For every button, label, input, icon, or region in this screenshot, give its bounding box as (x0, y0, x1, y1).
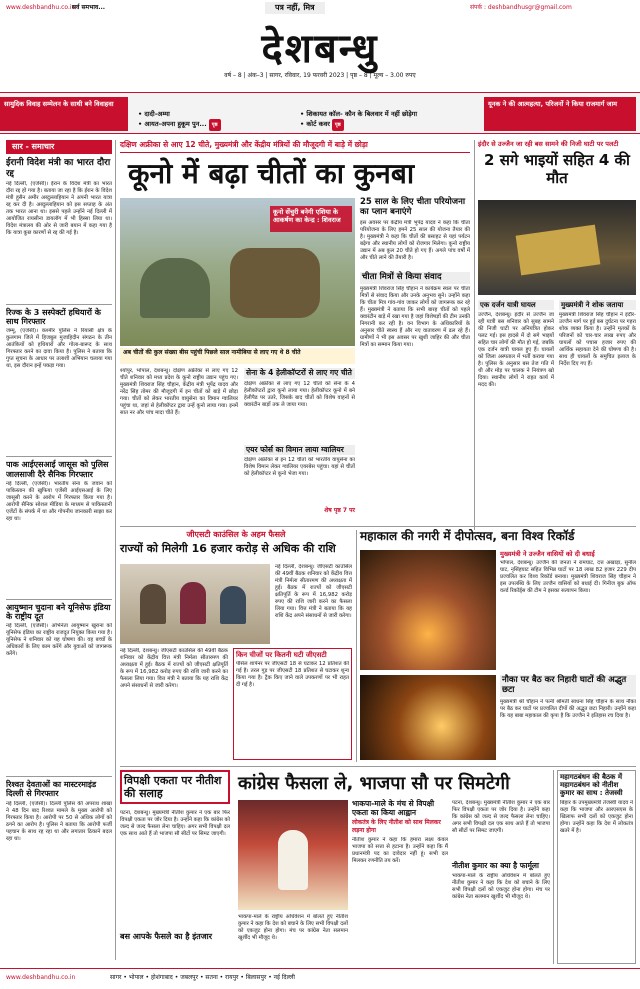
airforce-headline: एयर फोर्स का विमान लाया ग्वालियर (244, 445, 355, 456)
ticker-item-text: • शिकायत कॉल- कौन के बिलवार में नहीं छोड़ेगा • कोर्ट कवर (300, 110, 418, 128)
side-body: इस अवसर पर केंद्रीय मंत्री भूपेंद्र यादव ने कहा कि चीता परियोजना के लिए हमने 25 साल की योजना तैयार की है। मुख्यमंत्री ने कहा कि चीतों की बसाहट से यहां पर्यटन बढ़ेगा और स्थानीय लोगों को रोजगार मिलेगा। कूनो राष्ट्रीय उद्यान में अब कुल 20 चीते हो गए हैं। अगले पांच वर्षों में और चीते लाने की तैयारी है। (360, 219, 470, 261)
footer-url[interactable]: www.deshbandhu.co.in (6, 974, 76, 981)
brief-body: नई दिल्ली, (एजेंसी)। दिल्ली पुलिस की अपराध शाखा ने 48 दिन बाद रिश्वत मामले के मुख्य आरोपी को गिरफ्तार किया है। आरोपी पर 50 से अधिक लोगों को ठगने का आरोप है। पुलिस ने बताया कि आरोपी फर्जी पहचान के साथ रह रहा था और लगातार ठिकाने बदल रहा था। (6, 800, 112, 842)
ticker-item[interactable] (296, 97, 476, 131)
sub-body: मुख्यमंत्री शिवराज सिंह चौहान ने कार्यक्रम स्थल पर चीता मित्रों से संवाद किया और उनके अनुभव सुने। उन्होंने कहा कि चीता मित्र गांव-गांव जाकर लोगों को जागरूक कर रहे हैं। मुख्यमंत्री ने बताया कि सभी बारह चीतों को पहले क्वारंटीन बाड़े में रखा गया है जहां विशेषज्ञों की टीम उनकी निगरानी कर रही है। वन विभाग के अधिकारियों के अनुसार चीते स्वस्थ हैं और नए वातावरण में ढल रहे हैं। ग्रामीणों ने भी इस अवसर पर खुशी जाहिर की और चीता मित्रों का सम्मान किया गया। (360, 285, 470, 348)
gst-box-headline: किन चीजों पर कितनी घटी जीएसटी (236, 651, 327, 659)
ticker-item-text: सामुदिक विवाह सम्मेलन के साथी बने विवाहवा (4, 100, 114, 108)
right-kicker: इंदौर से उज्जैन जा रही बस सामने की निजी घाटी पर पलटी (478, 140, 619, 148)
dateline: वर्ष – 8 | अंक–3 | सागर, रविवार, 19 फरवरी 2023 | पृष्ठ – 8 | मूल्य – 3.00 रुपए (224, 72, 416, 79)
story-block (478, 300, 554, 522)
gst-body: नई दिल्ली, देशबन्धु। जीएसटी काउंसिल की 49वीं बैठक शनिवार को केंद्रीय वित्त मंत्री निर्मला सीतारमण की अध्यक्षता में हुई। बैठक में राज्यों को जीएसटी क्षतिपूर्ति के रूप में 16,982 करोड़ रुपए की राशि जारी करने का फैसला लिया गया। वित्त मंत्री ने बताया कि यह राशि केंद्र अपने संसाधनों से जारी करेगा। (275, 564, 352, 619)
sub-story[interactable] (360, 272, 470, 511)
ujjain-story[interactable] (360, 530, 636, 762)
story-block (559, 300, 636, 522)
lead-body-block (120, 368, 238, 508)
photo-subcaption: अब चीतों की कुल संख्या बीस पहुंची पिछले साल नामीबिया से लाए गए थे 8 चीते (120, 348, 355, 364)
ticker-item[interactable] (484, 97, 636, 131)
site-url[interactable]: www.deshbandhu.co.in (6, 4, 76, 11)
ticker-item-text: यूनक ने की आत्महत्या, परिजनों ने किया राजमार्ग जाम (488, 100, 618, 108)
bottom-body-2: भाकपा-माले के राष्ट्रीय अधिवेशन में बोलते हुए नीतीश कुमार ने कहा कि देश को बचाने के लिए सभी विपक्षी दलों को एकजुट होना होगा। मंच पर कांग्रेस नेता सलमान खुर्शीद भी मौजूद थे। (238, 914, 348, 941)
mid-headline: भाकपा-माले के मंच से विपक्षी एकता का किया आह्वान (352, 799, 435, 817)
accident-photo (478, 200, 636, 295)
ujjain-side-headline: नौका पर बैठ कर निहारी घाटों की अद्भुत छटा (500, 675, 636, 697)
gst-kicker: जीएसटी काउंसिल के अहम फैसले (186, 530, 286, 539)
lead-body: श्योपुर, भोपाल, देशबन्धु। दक्षिण अफ्रीका से लाए गए 12 चीते शनिवार को मध्य प्रदेश के कूनो राष्ट्रीय उद्यान पहुंच गए। मुख्यमंत्री शिवराज सिंह चौहान, केंद्रीय मंत्री भूपेंद्र यादव और नरेंद्र सिंह तोमर की मौजूदगी में इन चीतों को बाड़े में छोड़ा गया। चीतों को लेकर भारतीय वायुसेना का विमान ग्वालियर पहुंचा था, जहां से हेलीकॉप्टर द्वारा उन्हें कूनो लाया गया। इनमें सात नर और पांच मादा चीते हैं। (120, 368, 238, 416)
gst-body-cont: नई दिल्ली, देशबन्धु। जीएसटी काउंसिल की 49वीं बैठक शनिवार को केंद्रीय वित्त मंत्री निर्मला सीतारमण की अध्यक्षता में हुई। बैठक में राज्यों को जीएसटी क्षतिपूर्ति के रूप में 16,982 करोड़ रुपए की राशि जारी करने का फैसला लिया गया। वित्त मंत्री ने बताया कि यह राशि केंद्र अपने संसाधनों से जारी करेगा। (120, 648, 228, 689)
bottom-body-1: पटना, देशबन्धु। मुख्यमंत्री नीतीश कुमार ने एक बार फिर विपक्षी एकता पर जोर दिया है। उन्होंने कहा कि कांग्रेस को जल्द से जल्द फैसला लेना चाहिए। अगर सभी विपक्षी दल एक साथ आते हैं तो भाजपा सौ सीटों पर सिमट जाएगी। (120, 810, 230, 837)
bottom-body-3: नीतीश कुमार ने कहा कि हमारा लक्ष्य केवल भाजपा को सत्ता से हटाना है। उन्होंने कहा कि मैं प्रधानमंत्री पद का दावेदार नहीं हूं। सभी दल मिलकर रणनीति तय करें। (352, 836, 448, 864)
brief-headline: ईरानी विदेश मंत्री का भारत दौरा रद्द (6, 158, 111, 179)
top-bar (0, 0, 640, 28)
brief-story[interactable] (6, 158, 112, 301)
lead-headline: कूनो में बढ़ा चीतों का कुनबा (128, 156, 415, 190)
section-title: सार - समाचार (6, 140, 112, 154)
ujjain-side-body: मुख्यमंत्री श्री चौहान ने पत्नी श्रीमती साधना सिंह चौहान के साथ नौका पर बैठ कर घाटों पर प्रज्वलित दीपों की अद्भुत छटा निहारी। उन्होंने कहा कि यह बाबा महाकाल की कृपा है कि उज्जैन ने इतिहास रच दिया है। (500, 698, 636, 719)
ticker-strip (0, 92, 640, 134)
gst-box (233, 648, 352, 760)
heli-story[interactable] (244, 368, 355, 515)
brief-headline: रिज्क के 3 सस्पेक्टों हथियारों के साथ गिरफ्तार (6, 308, 101, 327)
mid-block (352, 800, 448, 955)
tejashwi-body: बिहार के उपमुख्यमंत्री तेजस्वी यादव ने कहा कि भाजपा और आरएसएस के खिलाफ सभी दलों को एकजुट होना होगा। उन्होंने कहा कि देश में लोकतंत्र खतरे में है। (560, 800, 633, 835)
airforce-body: दक्षिण अफ्रीका से इन 12 चीतों को भारतीय वायुसेना का विशेष विमान लेकर ग्वालियर एयरबेस पहुंचा। यहां से चीतों को हेलीकॉप्टर से कूनो भेजा गया। (244, 457, 355, 478)
tagline-center: पत्र नहीं, मित्र (265, 2, 325, 14)
lead-kicker: दक्षिण अफ्रीका से आए 12 चीते, मुख्यमंत्री और केंद्रीय मंत्रियों की मौजूदगी में बाड़े में छोड़ा (120, 140, 470, 153)
ujjain-body: भोपाल, देशबन्धु। उज्जैन की जनता ने रामघाट, दत्त अखाड़ा, सुनील घाट, नृसिंहघाट सहित विभिन्न घाटों पर 18 लाख 82 हजार 229 दीप प्रज्वलित कर विश्व रिकॉर्ड बनाया। मुख्यमंत्री शिवराज सिंह चौहान ने इस उपलब्धि के लिए उज्जैन वासियों को बधाई दी। गिनीज बुक ऑफ वर्ल्ड रिकॉर्ड्स की टीम ने इसका सत्यापन किया। (500, 560, 636, 595)
sub-body: उज्जैन, देशबन्धु। इंदौर से उज्जैन जा रही यात्री बस शनिवार को सुबह सामने की निजी घाटी पर अनियंत्रित होकर पलट गई। इस हादसे में दो सगे भाइयों सहित चार लोगों की मौत हो गई, जबकि एक दर्जन यात्री घायल हुए हैं। घायलों को जिला अस्पताल में भर्ती कराया गया है। पुलिस के अनुसार बस तेज गति में थी और मोड़ पर चालक ने नियंत्रण खो दिया। स्थानीय लोगों ने राहत कार्य में मदद की। (478, 312, 554, 389)
right-story[interactable] (478, 140, 636, 528)
ticker-item[interactable] (134, 97, 289, 131)
brief-story[interactable] (6, 304, 112, 453)
nitish-story[interactable] (120, 770, 550, 964)
ticker-item[interactable] (0, 97, 128, 131)
photo-caption: कूनो सेंचुरी बनेगी एशिया के आकर्षण का केन्द्र : शिवराज (270, 206, 352, 232)
tejashwi-headline: महागठबंधन की बैठक में महागठबंधन को नीतीश कुमार का साथ : तेजस्वी (560, 773, 623, 798)
sub-headline: मुख्यमंत्री ने शोक जताया (559, 300, 636, 310)
continued-link[interactable]: शेष पृष्ठ 7 पर (324, 507, 355, 515)
right-headline: 2 सगे भाइयों सहित 4 की मौत (484, 151, 630, 187)
ujjain-kicker: मुख्यमंत्री ने उज्जैन वासियों को दी बधाई (500, 550, 595, 558)
gst-box-body: पेंसिल शार्पनर पर जीएसटी 18 से घटाकर 12 प्रतिशत की गई है। तरल गुड़ पर जीएसटी 18 प्रतिशत से घटाकर शून्य किया गया है। ट्रैक किए जाने वाले उपकरणों पर भी राहत दी गई है। (236, 661, 349, 689)
nitish-kicker: विपक्षी एकता पर नीतीश की सलाह (120, 770, 230, 804)
page-badge: पृष्ठ (209, 119, 221, 131)
brief-body: जम्मू, (एजेंसी)। कश्मीर पुलिस ने रियासी क्षेत्र के कुलगाम जिले में हिजबुल मुजाहिदीन संगठन के तीन आतंकियों को हथियारों और गोला-बारूद के साथ गिरफ्तार करने का दावा किया है। पुलिस ने बताया कि गुप्त सूचना के आधार पर तलाशी अभियान चलाया गया था, इस दौरान इन्हें पकड़ा गया। (6, 328, 112, 370)
page-badge: पृष्ठ (332, 119, 344, 131)
brief-story[interactable] (6, 599, 112, 773)
brief-headline: रिश्वत देवताओं का मास्टरमाइंड दिल्ली से गिरफ्तार (6, 780, 97, 799)
gst-story[interactable] (120, 530, 352, 762)
brief-story[interactable] (6, 456, 112, 595)
formula-headline: नीतीश कुमार का क्या है फार्मूला (452, 861, 539, 870)
contact-email[interactable]: संपर्क : deshbandhusgr@gmail.com (470, 4, 572, 11)
nitish-photo (238, 800, 348, 910)
formula-lead: पटना, देशबन्धु। मुख्यमंत्री नीतीश कुमार ने एक बार फिर विपक्षी एकता पर जोर दिया है। उन्होंने कहा कि कांग्रेस को जल्द से जल्द फैसला लेना चाहिए। अगर सभी विपक्षी दल एक साथ आते हैं तो भाजपा सौ सीटों पर सिमट जाएगी। (452, 800, 550, 834)
gst-photo (120, 564, 270, 644)
bottom-headline: कांग्रेस फैसला ले, भाजपा सौ पर सिमटेगी (238, 773, 510, 794)
lead-photo (120, 198, 355, 346)
masthead: देशबन्धु (261, 25, 379, 72)
footer (0, 968, 640, 989)
formula-block (452, 800, 550, 959)
ujjain-headline: महाकाल की नगरी में दीपोत्सव, बना विश्व रिकॉर्ड (360, 529, 575, 543)
formula-body: भाकपा-माले के राष्ट्रीय अधिवेशन में बोलते हुए नीतीश कुमार ने कहा कि देश को बचाने के लिए सभी विपक्षी दलों को एकजुट होना होगा। मंच पर कांग्रेस नेता सलमान खुर्शीद भी मौजूद थे। (452, 872, 550, 900)
gst-headline: राज्यों को मिलेगी 16 हजार करोड़ से अधिक की राशि (120, 542, 336, 556)
sub-body: मुख्यमंत्री शिवराज सिंह चौहान ने इंदौर-उज्जैन मार्ग पर हुई बस दुर्घटना पर गहरा शोक व्यक्त किया है। उन्होंने मृतकों के परिजनों को चार-चार लाख रुपए और घायलों को पचास हजार रुपए की आर्थिक सहायता देने की घोषणा की है। साथ ही घायलों के समुचित इलाज के निर्देश दिए गए हैं। (559, 312, 636, 368)
tagline-left: सर्व समभाव... (72, 4, 106, 11)
ujjain-side (500, 675, 636, 759)
wait-headline: बस आपके फैसले का है इंतजार (120, 932, 212, 941)
brief-body: नई दिल्ली, (एजेंसी)। भारतीय सेना के जवान को पाकिस्तान की खुफिया एजेंसी आईएसआई के लिए जासूसी करने के आरोप में गिरफ्तार किया गया है। आरोपी सैनिक सोशल मीडिया के माध्यम से पाकिस्तानी एजेंटों के संपर्क में था और गोपनीय जानकारी साझा कर रहा था। (6, 480, 112, 522)
ujjain-photo-2 (360, 675, 496, 760)
side-headline: 25 साल के लिए चीता परियोजना का प्लान बनाएंगे (360, 197, 466, 217)
side-story[interactable] (360, 198, 470, 264)
heli-body: दक्षिण अफ्रीका से लाए गए 12 चीतों को सेना के 4 हेलीकॉप्टरों द्वारा कूनो लाया गया। हेलीकॉप्टर कूनो में बने हेलीपैड पर उतरे, जिसके बाद चीतों को विशेष वाहनों से क्वारंटीन बाड़ों तक ले जाया गया। (244, 380, 355, 408)
mid-sub: लोकतंत्र के लिए नीतीश को साथ मिलकर लड़ना होगा (352, 819, 441, 835)
brief-headline: पाक आईएसआई जासूस को पुलिस जालसाजी दैरे सैनिक गिरफ्तार (6, 460, 109, 479)
footer-cities: सागर • भोपाल • होशंगाबाद • जबलपुर • सतना • रायपुर • बिलासपुर • नई दिल्ली (110, 974, 295, 981)
heli-headline: सेना के 4 हेलीकॉप्टरों से लाए गए चीते (244, 368, 355, 379)
left-column (6, 140, 112, 962)
sub-headline: एक दर्जन यात्री घायल (478, 300, 554, 310)
lead-story[interactable] (120, 140, 470, 522)
ujjain-text (500, 550, 636, 670)
brief-headline: आयुष्मान चुदाना बने यूनिसेफ इंडिया के राष्ट्रीय दूत (6, 602, 111, 622)
brief-body: नई दिल्ली, (एजेंसी)। अभिनेता आयुष्मान खुराना को यूनिसेफ इंडिया का राष्ट्रीय राजदूत नियुक्त किया गया है। यूनिसेफ ने शनिवार को यह घोषणा की। वह बच्चों के अधिकारों के लिए काम करेंगे और युवाओं को जागरूक करेंगे। (6, 623, 112, 658)
ujjain-photo (360, 550, 496, 670)
brief-story[interactable] (6, 776, 112, 950)
brief-body: नई दिल्ली, (एजेंसी)। ईरान के विदेश मंत्री का भारत दौरा रद्द हो गया है। बताया जा रहा है कि ईरान के विदेश मंत्री हुसैन अमीर अब्दुल्लाहियान ने अपनी भारत यात्रा रद्द कर दी है। अब्दुल्लाहियान को इस सप्ताह के अंत तक भारत आना था। इससे पहले उन्होंने नई दिल्ली में आयोजित रायसीना डायलॉग में भी हिस्सा लिया था। विदेश मंत्रालय की ओर से जारी बयान में कहा गया है कि यात्रा कुछ कारणों से रद्द की गई है। (6, 181, 112, 237)
sub-headline: चीता मित्रों से किया संवाद (360, 272, 470, 284)
tejashwi-box[interactable] (557, 770, 636, 964)
ticker-item-text: • दादी-अम्मा • आयत-अपना हुकूम पुन... (138, 110, 207, 128)
